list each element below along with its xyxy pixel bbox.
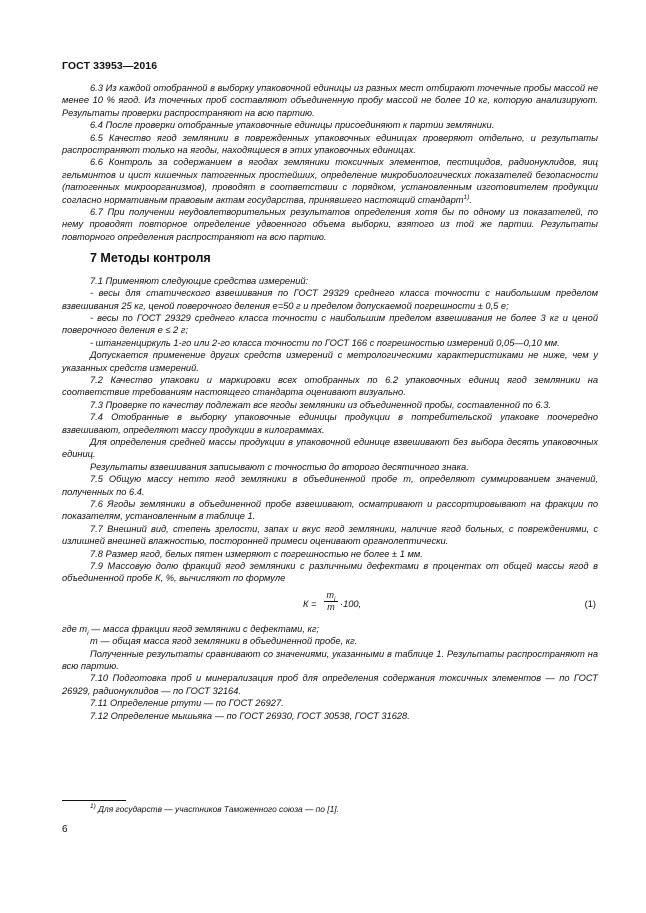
paragraph-7-10: 7.10 Подготовка проб и минерализация проб для определения содержания токсичных элементов — по ГОСТ 26929, радионуклидов — по ГОСТ 32164. bbox=[62, 673, 598, 696]
formula-number: (1) bbox=[584, 598, 596, 609]
paragraph-7-4: 7.4 Отобранные в выборку упаковочные единицы продукции в потребительской упаковке поочередно взвешивают, определяют массу продукции в килограммах. bbox=[62, 412, 598, 435]
footnote-separator bbox=[62, 800, 126, 801]
document-body bbox=[62, 82, 598, 722]
paragraph-7-11: 7.11 Определение ртути — по ГОСТ 26927. bbox=[90, 698, 284, 709]
paragraph-6-4: 6.4 После проверки отобранные упаковочные единицы присоединяют к партии земляники. bbox=[90, 120, 495, 131]
paragraph-7-9: 7.9 Массовую долю фракций ягод земляники с различными дефектами в процентах от общей массы ягод в объединенной пробе К, %, вычисляют по формуле bbox=[62, 561, 598, 584]
list-item-scales-3kg: - весы по ГОСТ 29329 среднего класса точности с наибольшим пределом взвешивания не более 3 кг и ценой поверочного деления е ≤ 2 г; bbox=[62, 312, 598, 336]
formula-tail: ·100, bbox=[340, 598, 362, 609]
where-symbol-index: i bbox=[87, 629, 89, 637]
formula-numerator-index: i bbox=[334, 595, 336, 603]
formula-numerator bbox=[324, 590, 338, 602]
paragraph-7-1: 7.1 Применяют следующие средства измерений: bbox=[90, 275, 309, 286]
formula-1 bbox=[62, 589, 598, 619]
formula-numerator-symbol: m bbox=[326, 589, 335, 600]
paragraph-7-12: 7.12 Определение мышьяка — по ГОСТ 26930, ГОСТ 30538, ГОСТ 31628. bbox=[90, 710, 410, 721]
where-line-1 bbox=[62, 623, 598, 635]
paragraph-7-7: 7.7 Внешний вид, степень зрелости, запах и вкус ягод земляники, наличие ягод больных, с повреждениями, с излишней внешней влажностью, посторонней примеси оценивают органолептически. bbox=[62, 523, 598, 547]
paragraph-results-compare: Полученные результаты сравнивают со значениями, указанными в таблице 1. Результаты распространяют на всю партию. bbox=[62, 648, 598, 672]
paragraph-7-6: 7.6 Ягоды земляники в объединенной пробе взвешивают, осматривают и рассортировывают на фракции по показателям, установленным в таблице 1. bbox=[62, 499, 598, 522]
paragraph-6-5: 6.5 Качество ягод земляники в поврежденных упаковочных единицах проверяют отдельно, и результаты распространяют только на ягоды, находящиеся в этих упаковочных единицах. bbox=[62, 132, 598, 156]
paragraph-7-2: 7.2 Качество упаковки и маркировки всех отобранных по 6.2 упаковочных единиц ягод земляники на соответствие требованиям настоящего стандарта оценивают визуально. bbox=[62, 374, 598, 398]
paragraph-6-6: 6.6 Контроль за содержанием в ягодах земляники токсичных элементов, пестицидов, радионуклидов, яиц гельминтов и цист кишечных патогенных простейших, определение микробиологических показателей безопасности (патогенных микроорганизмов), проводят в соответствии с порядком, установленным изготовителем продукции согласно нормативным правовым актам государства, принявшего настоящий стандарт$^{1)}$. bbox=[62, 157, 598, 205]
formula-lhs: К = bbox=[303, 598, 317, 609]
formula-fraction bbox=[324, 590, 338, 613]
paragraph-7-3: 7.3 Проверке по качеству подлежат все ягоды земляники из объединенной пробы, составленной по 6.3. bbox=[90, 399, 551, 410]
footnote-mark: 1) bbox=[90, 803, 96, 811]
paragraph-6-3: 6.3 Из каждой отобранной в выборку упаковочной единицы из разных мест отбирают точечные пробы массой не менее 10 % ягод. Из точечных проб составляют объединенную пробу массой не более 10 кг, которую анализируют. Результаты проверки распространяют на всю партию. bbox=[62, 83, 598, 118]
document-header: ГОСТ 33953—2016 bbox=[62, 60, 158, 72]
footnote bbox=[90, 804, 339, 814]
where-definition: — масса фракции ягод земляники с дефектами, кг; bbox=[88, 623, 320, 634]
paragraph-weighing-results: Результаты взвешивания записывают с точностью до второго десятичного знака. bbox=[90, 461, 469, 472]
list-item-scales-static: - весы для статического взвешивания по ГОСТ 29329 среднего класса точности с наибольшим пределом взвешивания 25 кг, ценой поверочного деления е=50 г и пределом допускаемой погрешности ± 0,5 е; bbox=[62, 288, 598, 311]
page-number: 6 bbox=[62, 824, 68, 835]
footnote-reference: 1) bbox=[463, 193, 470, 201]
footnote-text: Для государств — участников Таможенного союза — по [1]. bbox=[95, 804, 339, 814]
paragraph-average-mass: Для определения средней массы продукции в упаковочной единице взвешивают без выбора десять упаковочных единиц. bbox=[62, 436, 598, 460]
formula-denominator: m bbox=[327, 601, 335, 612]
section-heading: 7 Методы контроля bbox=[90, 251, 211, 266]
paragraph-allowed-instruments: Допускается применение других средств измерений с метрологическими характеристиками не ниже, чем у указанных средств измерений. bbox=[62, 350, 598, 373]
where-line-2: m — общая масса ягод земляники в объединенной пробе, кг. bbox=[90, 636, 358, 647]
where-symbol: где m bbox=[62, 623, 88, 634]
paragraph-7-5: 7.5 Общую массу нетто ягод земляники в объединенной пробе m, определяют суммированием значений, полученных по 6.4. bbox=[62, 474, 598, 497]
paragraph-6-6-text: 6.6 Контроль за содержанием в ягодах земляники токсичных элементов, пестицидов, радионуклидов, яиц гельминтов и цист кишечных патогенных простейших, определение микробиологических показателей безопасности (патогенных микроорганизмов), проводят в соответствии с порядком, установленным изготовителем продукции согласно нормативным правовым актам государства, принявшего настоящий стандарт bbox=[62, 157, 598, 205]
paragraph-7-8: 7.8 Размер ягод, белых пятен измеряют с погрешностью не более ± 1 мм. bbox=[90, 548, 423, 559]
list-item-caliper: - штангенциркуль 1-го или 2-го класса точности по ГОСТ 166 с погрешностью измерений 0,05—0,10 мм. bbox=[90, 337, 560, 348]
paragraph-6-7: 6.7 При получении неудовлетворительных результатов определения хотя бы по одному из показателей, по нему проводят повторное определение удвоенного объема выборки, взятого из той же партии. Результаты повторного определения распространяют на всю партию. bbox=[62, 207, 598, 242]
